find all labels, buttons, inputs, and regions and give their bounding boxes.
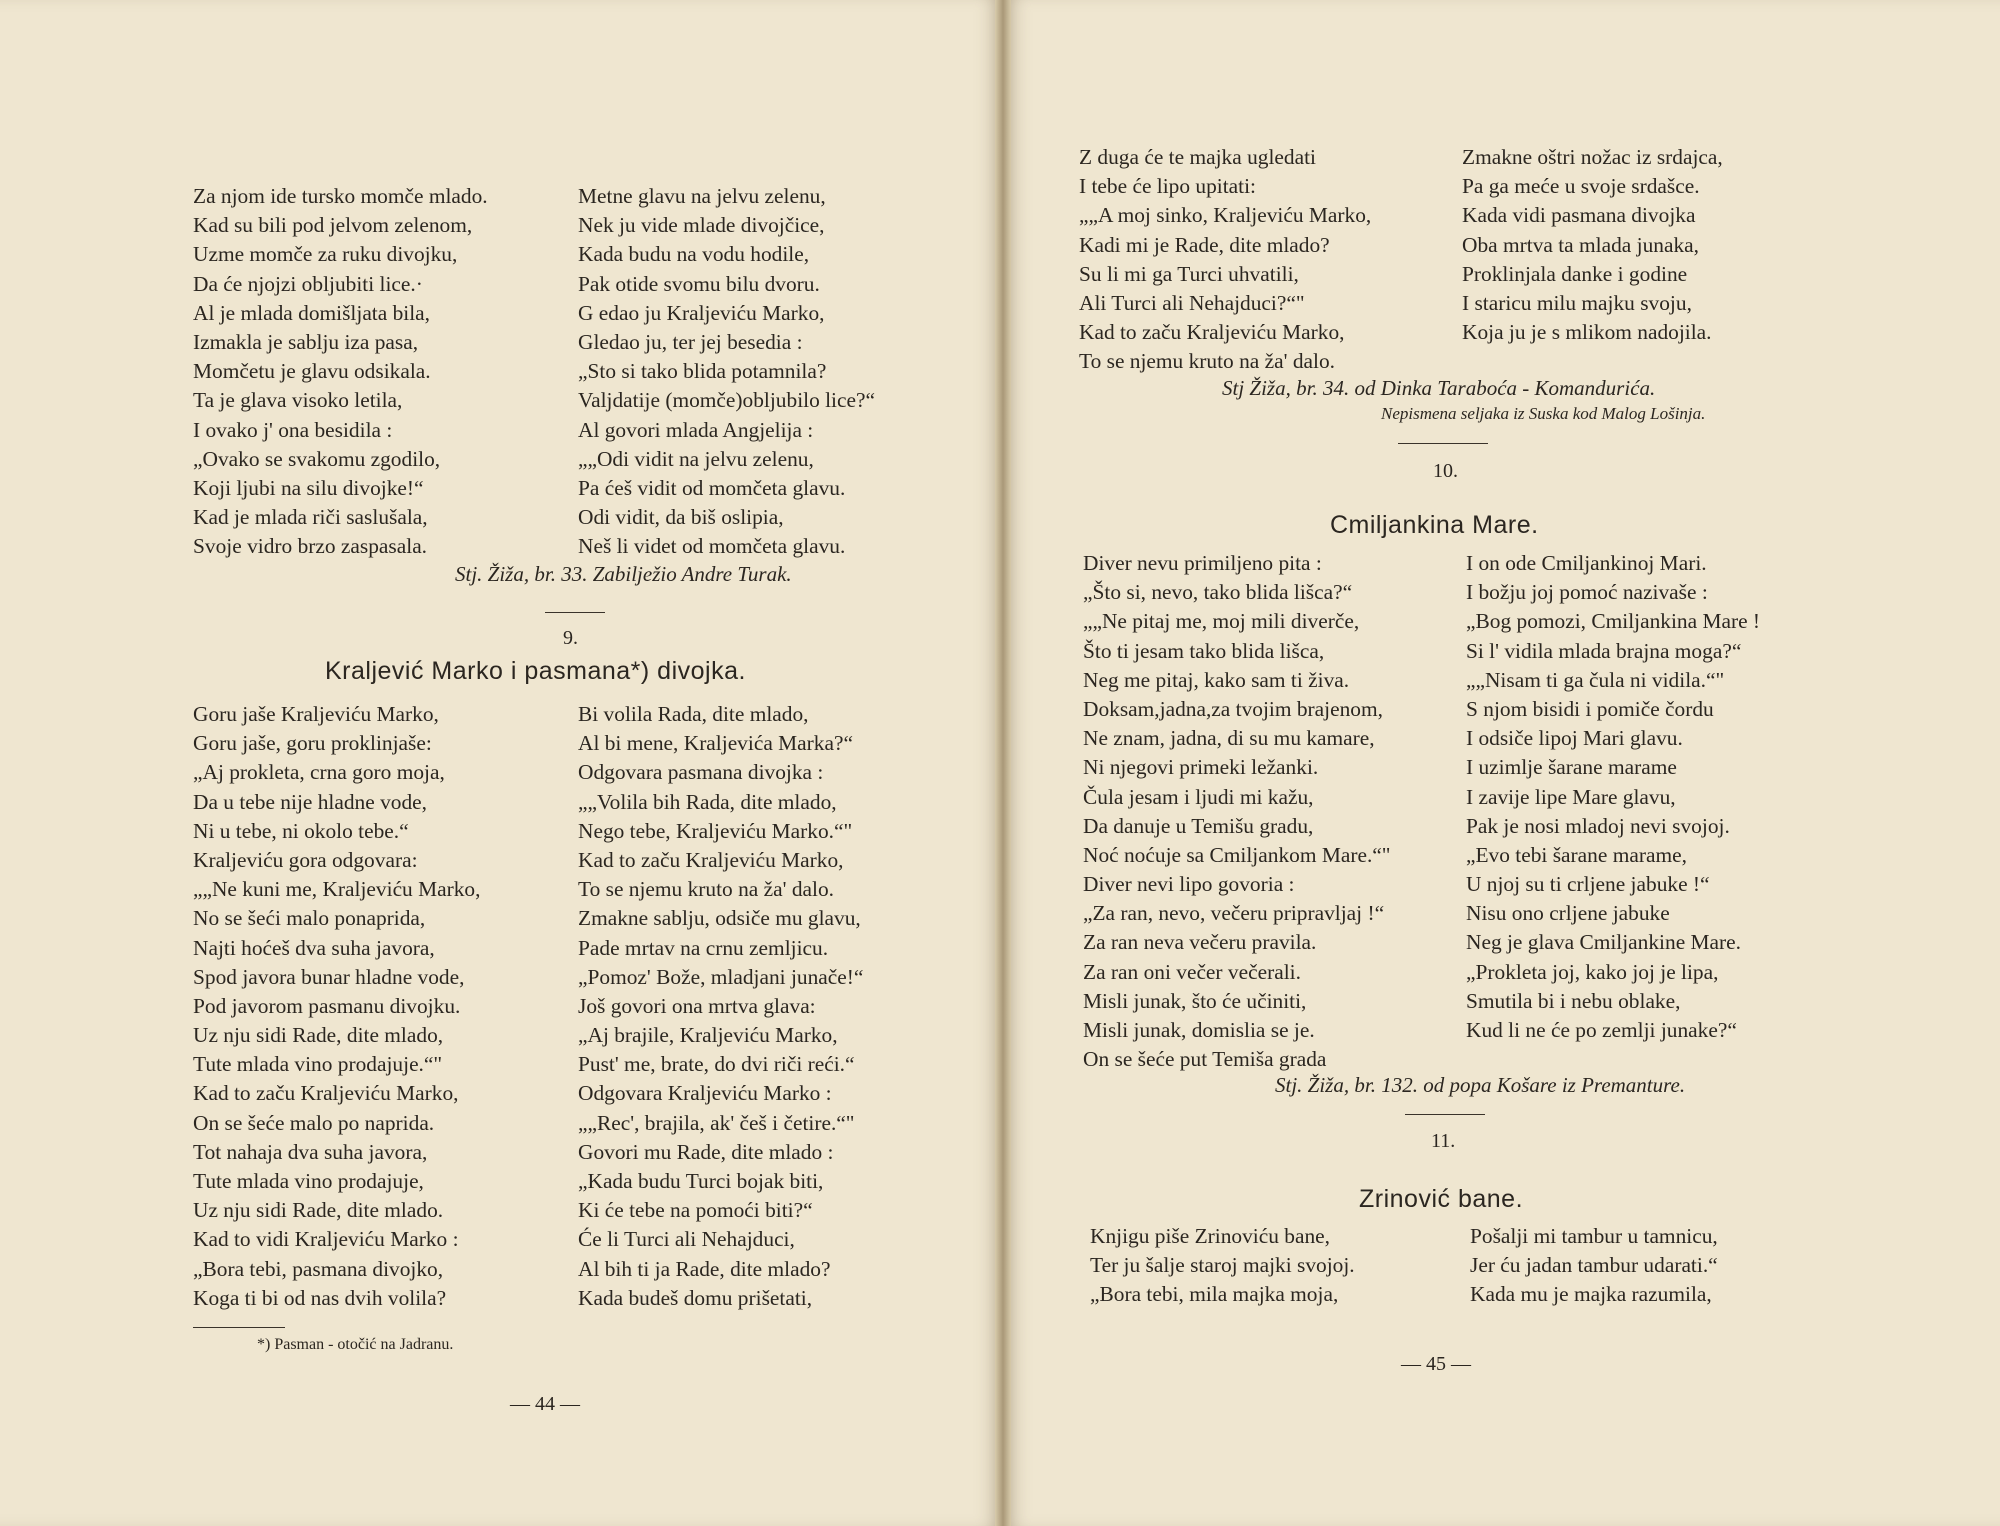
poem9-tail-col1 [1079, 143, 1371, 377]
verse-line: Goru jaše, goru proklinjaše: [193, 731, 432, 756]
verse-line: „Pomoz' Bože, mladjani junače!“ [578, 964, 864, 989]
verse-line: „„Volila bih Rada, dite mlado, [578, 789, 837, 814]
verse-line: To se njemu kruto na ža' dalo. [1079, 349, 1335, 374]
verse-line: Al govori mlada Angjelija : [578, 417, 814, 442]
verse-line: Da u tebe nije hladne vode, [193, 789, 428, 814]
verse-line: I ovako j' ona besidila : [193, 417, 393, 442]
verse-line: Uz nju sidi Rade, dite mlado. [193, 1198, 444, 1223]
verse-line: Pod javorom pasmanu divojku. [193, 993, 461, 1018]
poem9-col2 [578, 700, 863, 1313]
verse-line: „Ovako se svakomu zgodilo, [193, 446, 441, 471]
verse-line: I on ode Cmiljankinoj Mari. [1466, 551, 1707, 575]
verse-line: „Što si, nevo, tako blida lišca?“ [1083, 580, 1353, 605]
poem9-credit-note: Nepismena seljaka iz Suska kod Malog Lošinja. [1381, 404, 1706, 423]
verse-line: Diver nevu primiljeno pita : [1083, 551, 1322, 575]
poem8-credit: Stj. Žiža, br. 33. Zabilježio Andre Turak. [455, 562, 792, 586]
poem11-title: Zrinović bane. [1359, 1185, 1524, 1213]
verse-line: Ne znam, jadna, di su mu kamare, [1083, 726, 1375, 751]
verse-line: „„Ne pitaj me, moj mili diverče, [1083, 609, 1360, 634]
verse-line: Nisu ono crljene jabuke [1466, 901, 1670, 926]
poem10-col2 [1466, 549, 1760, 1045]
verse-line: „„Odi vidit na jelvu zelenu, [578, 446, 814, 471]
verse-line: Ta je glava visoko letila, [193, 388, 403, 413]
page-number-left: — 44 — [510, 1393, 580, 1415]
verse-line: Al je mlada domišljata bila, [193, 300, 431, 325]
verse-line: Valjdatije (momče)obljubilo lice?“ [578, 388, 875, 413]
verse-line: Koga ti bi od nas dvih volila? [193, 1285, 447, 1310]
verse-line: „Kada budu Turci bojak biti, [578, 1169, 824, 1193]
verse-line: Proklinjala danke i godine [1462, 261, 1688, 286]
verse-line: Kada budu na vodu hodile, [578, 242, 810, 267]
verse-line: Kad to začu Kraljeviću Marko, [193, 1081, 459, 1106]
verse-line: Noć noćuje sa Cmiljankom Mare.“" [1083, 842, 1391, 867]
verse-line: Pade mrtav na crnu zemljicu. [578, 935, 829, 960]
verse-line: Kada budeš domu prišetati, [578, 1285, 813, 1310]
verse-line: Uzme momče za ruku divojku, [193, 242, 458, 267]
verse-line: Uz nju sidi Rade, dite mlado, [193, 1023, 444, 1048]
verse-line: Kad to začu Kraljeviću Marko, [578, 847, 844, 872]
right-page [1003, 0, 2000, 1526]
footnote: *) Pasman - otočić na Jadranu. [257, 1336, 454, 1353]
verse-line: Još govori ona mrtva glava: [578, 993, 816, 1018]
verse-line: To se njemu kruto na ža' dalo. [578, 877, 834, 902]
verse-line: Kad to začu Kraljeviću Marko, [1079, 320, 1345, 345]
poem9-tail-col2 [1462, 143, 1723, 347]
verse-line: Momčetu je glavu odsikala. [193, 359, 431, 384]
verse-line: Goru jaše Kraljeviću Marko, [193, 702, 439, 726]
verse-line: „Evo tebi šarane marame, [1466, 842, 1687, 867]
verse-line: Bi volila Rada, dite mlado, [578, 702, 809, 726]
verse-line: Tot nahaja dva suha javora, [193, 1139, 428, 1164]
verse-line: „„Nisam ti ga čula ni vidila.“" [1466, 667, 1725, 692]
verse-line: Su li mi ga Turci uhvatili, [1079, 261, 1299, 286]
verse-line: Neg me pitaj, kako sam ti živa. [1083, 667, 1350, 692]
verse-line: Za njom ide tursko momče mlado. [193, 184, 488, 208]
verse-line: Doksam,jadna,za tvojim brajenom, [1083, 696, 1383, 721]
verse-line: Misli junak, domislia se je. [1083, 1018, 1315, 1042]
poem8-tail-col2 [578, 182, 875, 561]
verse-line: „Bog pomozi, Cmiljankina Mare ! [1466, 609, 1761, 634]
verse-line: Pošalji mi tambur u tamnicu, [1470, 1224, 1718, 1248]
verse-line: Neg je glava Cmiljankine Mare. [1466, 930, 1742, 955]
verse-line: Kad su bili pod jelvom zelenom, [193, 213, 473, 238]
verse-line: Pa ćeš vidit od momčeta glavu. [578, 475, 846, 500]
verse-line: Spod javora bunar hladne vode, [193, 964, 465, 989]
poem11-col1 [1090, 1222, 1355, 1310]
verse-line: Nego tebe, Kraljeviću Marko.“" [578, 818, 853, 843]
verse-line: Ter ju šalje staroj majki svojoj. [1090, 1253, 1355, 1278]
verse-line: Ni njegovi primeki ležanki. [1083, 755, 1319, 780]
verse-line: Tute mlada vino prodajuje.“" [193, 1052, 443, 1077]
verse-line: Al bih ti ja Rade, dite mlado? [578, 1256, 831, 1281]
verse-line: Će li Turci ali Nehajduci, [578, 1227, 795, 1252]
verse-line: Da danuje u Temišu gradu, [1083, 813, 1314, 838]
verse-line: Misli junak, što će učiniti, [1083, 988, 1307, 1013]
verse-line: Gledao ju, ter jej besedia : [578, 329, 803, 354]
section-divider [1405, 1114, 1485, 1115]
verse-line: Koja ju je s mlikom nadojila. [1462, 320, 1712, 345]
verse-line: „Bora tebi, mila majka moja, [1090, 1282, 1339, 1307]
verse-line: Koji ljubi na silu divojke!“ [193, 475, 424, 500]
verse-line: Kraljeviću gora odgovara: [193, 847, 418, 872]
verse-line: „Sto si tako blida potamnila? [578, 359, 827, 384]
verse-line: „Prokleta joj, kako joj je lipa, [1466, 959, 1719, 984]
verse-line: I tebe će lipo upitati: [1079, 174, 1257, 199]
verse-line: „„Rec', brajila, ak' češ i četire.“" [578, 1110, 855, 1135]
verse-line: Čula jesam i ljudi mi kažu, [1083, 784, 1314, 809]
verse-line: Pak otide svomu bilu dvoru. [578, 271, 820, 296]
verse-line: S njom bisidi i pomiče čordu [1466, 696, 1714, 721]
poem8-tail-col1 [193, 182, 488, 561]
verse-line: U njoj su ti crljene jabuke !“ [1466, 872, 1710, 897]
verse-line: Kadi mi je Rade, dite mlado? [1079, 232, 1330, 257]
verse-line: Da će njojzi obljubiti lice.· [193, 271, 423, 296]
verse-line: Za ran neva večeru pravila. [1083, 930, 1317, 955]
verse-line: No se šeći malo ponaprida, [193, 906, 426, 931]
poem10-col1 [1083, 549, 1391, 1074]
poem9-number: 9. [563, 627, 578, 649]
poem10-credit: Stj. Žiža, br. 132. od popa Košare iz Premanture. [1275, 1073, 1686, 1097]
verse-line: Tute mlada vino prodajuje, [193, 1169, 424, 1193]
verse-line: Pak je nosi mladoj nevi svojoj. [1466, 813, 1730, 838]
verse-line: „„Ne kuni me, Kraljeviću Marko, [193, 877, 481, 902]
verse-line: Neš li videt od momčeta glavu. [578, 534, 846, 559]
verse-line: Što ti jesam tako blida lišca, [1083, 638, 1325, 663]
verse-line: Govori mu Rade, dite mlado : [578, 1139, 834, 1164]
verse-line: Smutila bi i nebu oblake, [1466, 988, 1681, 1013]
verse-line: Kada mu je majka razumila, [1470, 1282, 1712, 1307]
verse-line: Ki će tebe na pomoći biti?“ [578, 1198, 813, 1223]
verse-line: Oba mrtva ta mlada junaka, [1462, 232, 1699, 257]
verse-line: „Bora tebi, pasmana divojko, [193, 1256, 444, 1281]
verse-line: Kada vidi pasmana divojka [1462, 203, 1696, 228]
verse-line: Si l' vidila mlada brajna moga?“ [1466, 638, 1742, 663]
verse-line: I uzimlje šarane marame [1466, 755, 1677, 780]
verse-line: Svoje vidro brzo zaspasala. [193, 534, 428, 559]
verse-line: I odsiče lipoj Mari glavu. [1466, 726, 1683, 751]
poem9-col1 [193, 700, 480, 1313]
verse-line: Pa ga meće u svoje srdašce. [1462, 174, 1700, 199]
verse-line: Nek ju vide mlade divojčice, [578, 213, 825, 238]
verse-line: I staricu milu majku svoju, [1462, 290, 1692, 315]
poem11-col2 [1470, 1222, 1718, 1310]
verse-line: Al bi mene, Kraljevića Marka?“ [578, 731, 853, 756]
verse-line: Kud li ne će po zemlji junake?“ [1466, 1018, 1737, 1042]
verse-line: On se šeće malo po naprida. [193, 1110, 435, 1135]
verse-line: Kad to vidi Kraljeviću Marko : [193, 1227, 459, 1252]
verse-line: Odi vidit, da biš oslipia, [578, 505, 784, 530]
section-divider [1398, 443, 1488, 444]
verse-line: Jer ću jadan tambur udarati.“ [1470, 1253, 1718, 1278]
verse-line: Ni u tebe, ni okolo tebe.“ [193, 818, 409, 843]
verse-line: Izmakla je sablju iza pasa, [193, 329, 419, 354]
book-gutter [995, 0, 1011, 1526]
section-divider [545, 612, 605, 613]
verse-line: Ali Turci ali Nehajduci?“" [1079, 290, 1305, 315]
poem10-title: Cmiljankina Mare. [1330, 511, 1539, 539]
verse-line: Odgovara pasmana divojka : [578, 760, 824, 785]
verse-line: Kad je mlada riči saslušala, [193, 505, 428, 530]
verse-line: „Za ran, nevo, večeru pripravljaj !“ [1083, 901, 1385, 926]
verse-line: I zavije lipe Mare glavu, [1466, 784, 1676, 809]
verse-line: „Aj brajile, Kraljeviću Marko, [578, 1023, 838, 1048]
poem9-credit: Stj Žiža, br. 34. od Dinka Taraboća - Komandurića. [1222, 376, 1656, 400]
verse-line: Knjigu piše Zrinoviću bane, [1090, 1224, 1330, 1248]
verse-line: Zmakne oštri nožac iz srdajca, [1462, 145, 1723, 169]
verse-line: Zmakne sablju, odsiče mu glavu, [578, 906, 861, 931]
verse-line: Metne glavu na jelvu zelenu, [578, 184, 826, 208]
verse-line: Pust' me, brate, do dvi riči reći.“ [578, 1052, 855, 1077]
verse-line: Odgovara Kraljeviću Marko : [578, 1081, 832, 1106]
verse-line: Najti hoćeš dva suha javora, [193, 935, 435, 960]
poem10-number: 10. [1433, 460, 1458, 482]
verse-line: Diver nevi lipo govoria : [1083, 872, 1295, 897]
verse-line: G edao ju Kraljeviću Marko, [578, 300, 825, 325]
verse-line: „„A moj sinko, Kraljeviću Marko, [1079, 203, 1372, 228]
page-number-right: — 45 — [1401, 1353, 1471, 1375]
poem11-number: 11. [1431, 1130, 1456, 1152]
verse-line: On se šeće put Temiša grada [1083, 1047, 1327, 1072]
verse-line: Z duga će te majka ugledati [1079, 145, 1316, 169]
verse-line: Za ran oni večer večerali. [1083, 959, 1301, 984]
poem9-title: Kraljević Marko i pasmana*) divojka. [325, 657, 746, 685]
verse-line: I božju joj pomoć nazivaše : [1466, 580, 1708, 605]
verse-line: „Aj prokleta, crna goro moja, [193, 760, 445, 785]
footnote-rule [193, 1327, 285, 1328]
